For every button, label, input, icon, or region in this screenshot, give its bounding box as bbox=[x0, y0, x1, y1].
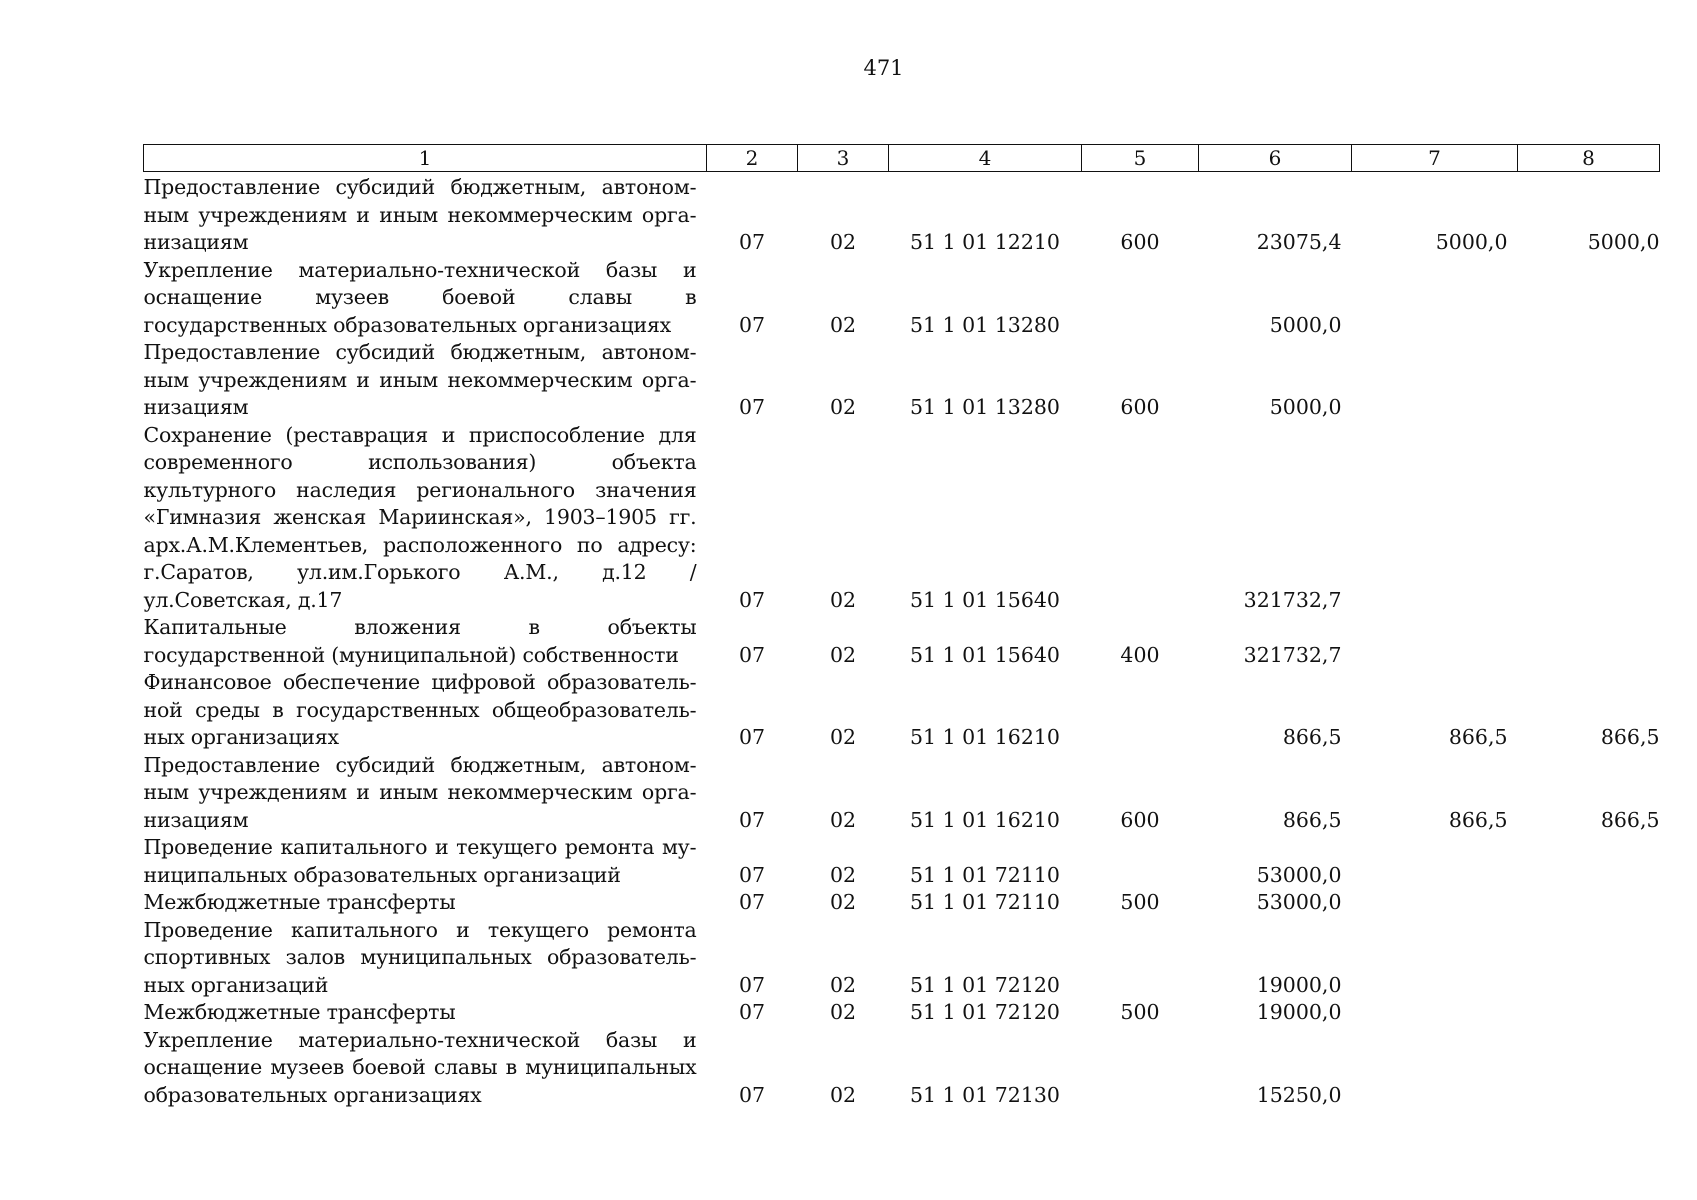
row-amount-col7: 866,5 bbox=[1448, 725, 1508, 749]
row-amount-col8 bbox=[1518, 834, 1660, 889]
row-amount-col7: 5000,0 bbox=[1435, 230, 1508, 254]
row-description: Проведение капитального и текущего ремонта муниципальных образовательных организаций bbox=[143, 835, 697, 887]
row-target-article-code: 51 1 01 13280 bbox=[910, 312, 1060, 337]
row-amount-col8: 866,5 bbox=[1600, 807, 1660, 832]
row-section-code: 07 bbox=[738, 230, 766, 254]
row-description: Предоставление субсидий бюджетным, автономным учреждениям и иным некоммерческим организациям bbox=[143, 752, 697, 832]
row-amount-col7: 866,5 bbox=[1448, 807, 1508, 832]
row-expense-type-code bbox=[1082, 834, 1199, 889]
row-amount-col7 bbox=[1352, 257, 1518, 340]
row-expense-type-code bbox=[1082, 669, 1199, 752]
column-header-1: 1 bbox=[144, 145, 707, 172]
row-target-article-code: 51 1 01 72110 bbox=[910, 890, 1060, 914]
row-section-code: 07 bbox=[738, 1000, 766, 1024]
row-amount-col6: 321732,7 bbox=[1243, 587, 1342, 612]
row-target-article-code: 51 1 01 12210 bbox=[910, 230, 1060, 254]
row-amount-col6: 321732,7 bbox=[1243, 642, 1342, 667]
row-amount-col6: 866,5 bbox=[1282, 725, 1342, 749]
table-row bbox=[144, 669, 1660, 752]
column-header-3: 3 bbox=[798, 145, 889, 172]
row-section-code: 07 bbox=[738, 395, 766, 419]
row-description: Межбюджетные трансферты bbox=[143, 890, 456, 914]
row-amount-col8 bbox=[1518, 257, 1660, 340]
row-subsection-code: 02 bbox=[829, 312, 857, 337]
row-amount-col6: 53000,0 bbox=[1256, 890, 1342, 914]
table-body bbox=[144, 172, 1660, 1110]
row-amount-col7 bbox=[1352, 614, 1518, 669]
row-amount-col8 bbox=[1518, 339, 1660, 422]
row-expense-type-code: 500 bbox=[1120, 890, 1160, 914]
row-amount-col6: 23075,4 bbox=[1256, 230, 1342, 254]
row-amount-col8 bbox=[1518, 999, 1660, 1027]
row-amount-col7 bbox=[1352, 889, 1518, 917]
row-target-article-code: 51 1 01 72110 bbox=[910, 862, 1060, 887]
row-amount-col7 bbox=[1352, 999, 1518, 1027]
column-number-header-row bbox=[144, 145, 1660, 172]
row-subsection-code: 02 bbox=[829, 890, 857, 914]
table-row bbox=[144, 1027, 1660, 1110]
row-description: Предоставление субсидий бюджетным, автономным учреждениям и иным некоммерческим организациям bbox=[143, 340, 697, 419]
row-amount-col7 bbox=[1352, 834, 1518, 889]
row-target-article-code: 51 1 01 72120 bbox=[910, 972, 1060, 997]
row-target-article-code: 51 1 01 16210 bbox=[910, 725, 1060, 749]
row-description: Капитальные вложения в объекты государственной (муниципальной) собственности bbox=[143, 615, 697, 667]
row-amount-col8: 5000,0 bbox=[1587, 230, 1660, 254]
row-expense-type-code bbox=[1082, 257, 1199, 340]
row-amount-col6: 53000,0 bbox=[1256, 862, 1342, 887]
row-subsection-code: 02 bbox=[829, 395, 857, 419]
row-section-code: 07 bbox=[738, 862, 766, 887]
row-target-article-code: 51 1 01 13280 bbox=[910, 395, 1060, 419]
row-section-code: 07 bbox=[738, 972, 766, 997]
row-amount-col7 bbox=[1352, 1027, 1518, 1110]
row-subsection-code: 02 bbox=[829, 642, 857, 667]
row-target-article-code: 51 1 01 16210 bbox=[910, 807, 1060, 832]
row-expense-type-code bbox=[1082, 917, 1199, 1000]
table-row bbox=[144, 834, 1660, 889]
row-section-code: 07 bbox=[738, 642, 766, 667]
row-target-article-code: 51 1 01 72130 bbox=[910, 1082, 1060, 1107]
row-expense-type-code: 600 bbox=[1120, 230, 1160, 254]
column-header-4: 4 bbox=[889, 145, 1082, 172]
column-header-7: 7 bbox=[1352, 145, 1518, 172]
row-amount-col7 bbox=[1352, 339, 1518, 422]
table-row bbox=[144, 752, 1660, 835]
row-subsection-code: 02 bbox=[829, 1082, 857, 1107]
row-amount-col8: 866,5 bbox=[1600, 725, 1660, 749]
row-section-code: 07 bbox=[738, 587, 766, 612]
row-description: Сохранение (реставрация и приспособление для современного использования) объекта культурного наследия регионального значения «Гимназия женская Мариинская», 1903–1905 гг. арх.А.М.Клементьев, расположенного по адресу: г.Саратов, ул.им.Горького А.М., д.12 / ул.Советская, д.17 bbox=[143, 422, 697, 612]
row-expense-type-code: 400 bbox=[1120, 642, 1160, 667]
row-amount-col7 bbox=[1352, 917, 1518, 1000]
row-expense-type-code bbox=[1082, 422, 1199, 615]
table-row bbox=[144, 422, 1660, 615]
row-subsection-code: 02 bbox=[829, 1000, 857, 1024]
row-amount-col6: 5000,0 bbox=[1269, 395, 1342, 419]
column-header-2: 2 bbox=[707, 145, 798, 172]
row-expense-type-code: 500 bbox=[1120, 1000, 1160, 1024]
table-row bbox=[144, 889, 1660, 917]
row-amount-col6: 866,5 bbox=[1282, 807, 1342, 832]
row-amount-col8 bbox=[1518, 917, 1660, 1000]
row-description: Финансовое обеспечение цифровой образовательной среды в государственных общеобразовательных организациях bbox=[143, 670, 697, 749]
row-amount-col7 bbox=[1352, 422, 1518, 615]
row-subsection-code: 02 bbox=[829, 230, 857, 254]
table-row bbox=[144, 614, 1660, 669]
row-amount-col8 bbox=[1518, 614, 1660, 669]
row-expense-type-code bbox=[1082, 1027, 1199, 1110]
row-description: Укрепление материально-технической базы и оснащение музеев боевой славы в муниципальных образовательных организациях bbox=[143, 1027, 697, 1107]
row-subsection-code: 02 bbox=[829, 807, 857, 832]
row-target-article-code: 51 1 01 72120 bbox=[910, 1000, 1060, 1024]
row-expense-type-code: 600 bbox=[1120, 807, 1160, 832]
column-header-6: 6 bbox=[1199, 145, 1352, 172]
row-description: Межбюджетные трансферты bbox=[143, 1000, 456, 1024]
row-target-article-code: 51 1 01 15640 bbox=[910, 587, 1060, 612]
row-subsection-code: 02 bbox=[829, 587, 857, 612]
row-section-code: 07 bbox=[738, 890, 766, 914]
row-target-article-code: 51 1 01 15640 bbox=[910, 642, 1060, 667]
row-section-code: 07 bbox=[738, 725, 766, 749]
page-number: 471 bbox=[863, 56, 904, 80]
row-amount-col6: 19000,0 bbox=[1256, 1000, 1342, 1024]
table-row bbox=[144, 339, 1660, 422]
row-description: Проведение капитального и текущего ремонта спортивных залов муниципальных образовательных организаций bbox=[143, 917, 697, 997]
column-header-5: 5 bbox=[1082, 145, 1199, 172]
table-row bbox=[144, 917, 1660, 1000]
row-amount-col8 bbox=[1518, 422, 1660, 615]
row-expense-type-code: 600 bbox=[1120, 395, 1160, 419]
row-section-code: 07 bbox=[738, 1082, 766, 1107]
row-amount-col8 bbox=[1518, 889, 1660, 917]
row-amount-col6: 19000,0 bbox=[1256, 972, 1342, 997]
column-header-8: 8 bbox=[1518, 145, 1660, 172]
row-amount-col8 bbox=[1518, 1027, 1660, 1110]
row-section-code: 07 bbox=[738, 807, 766, 832]
row-section-code: 07 bbox=[738, 312, 766, 337]
table-row bbox=[144, 257, 1660, 340]
row-subsection-code: 02 bbox=[829, 972, 857, 997]
row-description: Предоставление субсидий бюджетным, автономным учреждениям и иным некоммерческим организациям bbox=[143, 175, 697, 254]
row-amount-col6: 15250,0 bbox=[1256, 1082, 1342, 1107]
row-subsection-code: 02 bbox=[829, 725, 857, 749]
row-amount-col6: 5000,0 bbox=[1269, 312, 1342, 337]
row-subsection-code: 02 bbox=[829, 862, 857, 887]
table-row bbox=[144, 999, 1660, 1027]
budget-table bbox=[143, 144, 1660, 1109]
row-description: Укрепление материально-технической базы и оснащение музеев боевой славы в государственных образовательных организациях bbox=[143, 257, 697, 337]
table-row bbox=[144, 172, 1660, 257]
